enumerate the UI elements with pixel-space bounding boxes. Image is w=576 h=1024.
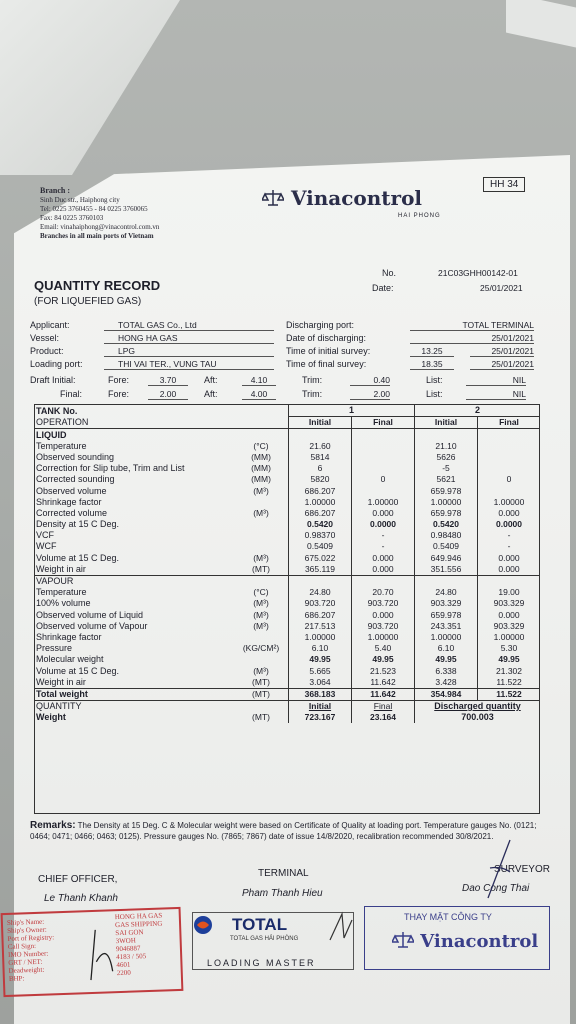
row-value: 0 xyxy=(352,474,415,485)
branch-title: Branch : xyxy=(40,186,70,195)
surveyor-label: SURVEYOR xyxy=(494,864,550,875)
table-row xyxy=(34,519,540,530)
row-label: Corrected volume xyxy=(36,507,108,518)
q-initial-value: 723.167 xyxy=(289,712,352,723)
trim-final: 2.00 xyxy=(350,389,390,400)
row-unit: (MM) xyxy=(251,474,271,485)
doc-subtitle: (FOR LIQUEFIED GAS) xyxy=(34,296,142,307)
vessel-value: HONG HA GAS xyxy=(104,333,274,344)
row-value: 903.329 xyxy=(478,598,541,609)
total-sub: TOTAL GAS HẢI PHÒNG xyxy=(230,936,299,942)
stamp-line: Deadweight: xyxy=(8,965,45,975)
fore-initial: 3.70 xyxy=(148,375,188,386)
table-row xyxy=(34,575,540,587)
row-label: VAPOUR xyxy=(36,576,74,586)
date-label: Date: xyxy=(372,283,394,293)
row-value: 649.946 xyxy=(415,552,478,563)
row-label: Weight in air xyxy=(36,563,86,574)
trim-label: Trim: xyxy=(302,375,323,385)
fore-final: 2.00 xyxy=(148,389,188,400)
row-value xyxy=(478,429,541,441)
row-label: 100% volume xyxy=(36,598,91,609)
row-value xyxy=(478,575,541,587)
row-label: Shrinkage factor xyxy=(36,496,102,507)
branch-line: Branches in all main ports of Vietnam xyxy=(40,232,154,240)
row-value xyxy=(352,485,415,496)
aft-final: 4.00 xyxy=(242,389,276,400)
stamp-line: Ship's Name: xyxy=(6,917,45,927)
table-row xyxy=(34,485,540,496)
row-value: 3.064 xyxy=(289,677,352,689)
row-value: 659.978 xyxy=(415,485,478,496)
row-unit: (M³) xyxy=(253,552,269,563)
branch-line: Fax: 84 0225 3760103 xyxy=(40,214,104,222)
surveyor-signature xyxy=(480,838,520,908)
row-value xyxy=(289,429,352,441)
time-final-date: 25/01/2021 xyxy=(470,359,534,370)
table-row xyxy=(34,587,540,598)
time-final-label: Time of final survey: xyxy=(286,359,367,369)
row-value: 1.00000 xyxy=(415,632,478,643)
table-row xyxy=(34,429,540,441)
q-final-label: Final xyxy=(352,700,415,712)
list-initial: NIL xyxy=(466,375,526,386)
list-final: NIL xyxy=(466,389,526,400)
row-unit xyxy=(234,497,289,508)
row-value: 0.000 xyxy=(352,564,415,576)
product-value: LPG xyxy=(104,346,274,357)
row-label: Volume at 15 C Deg. xyxy=(36,665,120,676)
row-value: 49.95 xyxy=(415,654,478,665)
row-value: 1.00000 xyxy=(352,632,415,643)
row-value: 3.428 xyxy=(415,677,478,689)
row-value: 19.00 xyxy=(478,587,541,598)
row-value: 0 xyxy=(478,474,541,485)
scale-icon xyxy=(392,930,414,950)
row-label: LIQUID xyxy=(36,429,67,440)
doc-code: HH 34 xyxy=(483,177,525,192)
scale-icon xyxy=(262,188,284,208)
row-label: Observed volume of Liquid xyxy=(36,609,144,620)
branch-line: Sinh Duc str., Haiphong city xyxy=(40,196,120,204)
quantity-table xyxy=(34,405,540,723)
terminal-name: Pham Thanh Hieu xyxy=(242,888,323,899)
stamp-value: GAS SHIPPING xyxy=(114,919,163,930)
row-value: 354.984 xyxy=(415,688,478,700)
tank1-initial-header: Initial xyxy=(289,417,352,429)
row-value: 903.720 xyxy=(289,598,352,609)
row-value: 659.978 xyxy=(415,609,478,620)
row-label: Density at 15 C Deg. xyxy=(36,519,120,530)
tank-1: 1 xyxy=(289,405,415,417)
row-value: 0.000 xyxy=(478,508,541,519)
aft-initial: 4.10 xyxy=(242,375,276,386)
aft-label: Aft: xyxy=(204,389,218,399)
row-value: 686.207 xyxy=(289,508,352,519)
row-value: 5820 xyxy=(289,474,352,485)
row-label: VCF xyxy=(36,530,54,541)
disch-value: TOTAL TERMINAL xyxy=(410,320,534,331)
stamp-value: HONG HA GAS xyxy=(114,911,163,922)
row-value: 1.00000 xyxy=(478,632,541,643)
row-value: 11.642 xyxy=(352,688,415,700)
row-value: 659.978 xyxy=(415,508,478,519)
row-value: 0.000 xyxy=(352,609,415,620)
unit-header xyxy=(234,405,289,417)
date-disch-value: 25/01/2021 xyxy=(410,333,534,344)
table-row xyxy=(34,541,540,552)
remarks-label: Remarks: xyxy=(30,820,76,831)
row-label: Weight in air xyxy=(36,676,86,687)
total-logo: TOTAL xyxy=(232,915,288,934)
row-value: 6.10 xyxy=(289,643,352,654)
row-value: 5626 xyxy=(415,452,478,463)
row-unit xyxy=(234,541,289,552)
unit-header xyxy=(234,417,289,429)
fore-label: Fore: xyxy=(108,389,130,399)
row-value: 24.80 xyxy=(415,587,478,598)
tank-label: TANK No. xyxy=(36,405,78,416)
stamp-line: Call Sign: xyxy=(7,941,37,951)
table-row xyxy=(34,609,540,620)
q-initial-label: Initial xyxy=(289,700,352,712)
row-value xyxy=(352,463,415,474)
row-value: 0.000 xyxy=(478,552,541,563)
no-label: No. xyxy=(382,268,397,278)
vn-stamp-top: THAY MẶT CÔNG TY xyxy=(404,912,492,922)
table-row xyxy=(34,665,540,676)
row-unit: (M³) xyxy=(253,507,269,518)
row-value: 5621 xyxy=(415,474,478,485)
row-value: 49.95 xyxy=(289,654,352,665)
row-value: 1.00000 xyxy=(415,497,478,508)
row-value: 1.00000 xyxy=(352,497,415,508)
row-value: -5 xyxy=(415,463,478,474)
row-value: 20.70 xyxy=(352,587,415,598)
stamp-value: 9046887 xyxy=(115,944,141,954)
terminal-signature xyxy=(326,910,356,944)
row-value: 0.5409 xyxy=(289,541,352,552)
row-value: 903.329 xyxy=(415,598,478,609)
row-value: 5.665 xyxy=(289,665,352,676)
row-unit: (M³) xyxy=(253,609,269,620)
table-row xyxy=(34,474,540,485)
row-label: Total weight xyxy=(36,688,88,699)
time-final-time: 18.35 xyxy=(410,359,454,370)
row-unit xyxy=(234,530,289,541)
row-value xyxy=(478,452,541,463)
operation-label: OPERATION xyxy=(36,417,89,428)
stamp-value: 2200 xyxy=(116,968,131,978)
stamp-line: Ship's Owner: xyxy=(7,925,47,935)
row-value: 0.000 xyxy=(478,564,541,576)
row-unit: (MM) xyxy=(251,463,271,474)
background-strip xyxy=(506,0,576,47)
row-value: 21.10 xyxy=(415,441,478,452)
row-value: 5814 xyxy=(289,452,352,463)
table-row xyxy=(34,552,540,563)
row-value: 6 xyxy=(289,463,352,474)
discharged-label: Discharged quantity xyxy=(415,700,541,712)
row-value xyxy=(352,429,415,441)
table-row xyxy=(34,688,540,700)
row-value xyxy=(415,429,478,441)
row-value xyxy=(415,575,478,587)
row-value xyxy=(478,485,541,496)
row-label: Observed sounding xyxy=(36,451,115,462)
row-label: WCF xyxy=(36,541,57,552)
chief-officer-label: CHIEF OFFICER, xyxy=(38,874,118,885)
row-value: 0.5420 xyxy=(289,519,352,530)
row-label: Pressure xyxy=(36,643,73,654)
row-value: 243.351 xyxy=(415,621,478,632)
chief-officer-name: Le Thanh Khanh xyxy=(44,893,118,904)
table-row xyxy=(34,598,540,609)
list-label: List: xyxy=(426,389,443,399)
ship-stamp-values xyxy=(115,912,165,978)
row-value: 1.00000 xyxy=(289,497,352,508)
row-value: 0.0000 xyxy=(478,519,541,530)
background-paper xyxy=(0,0,180,175)
vessel-label: Vessel: xyxy=(30,333,60,343)
row-value: 0.5420 xyxy=(415,519,478,530)
trim-label: Trim: xyxy=(302,389,323,399)
row-value: 217.513 xyxy=(289,621,352,632)
row-value: 365.119 xyxy=(289,564,352,576)
row-unit: (KG/CM²) xyxy=(242,643,280,654)
stamp-line: BHP: xyxy=(8,974,25,983)
table-row xyxy=(34,508,540,519)
row-value: - xyxy=(478,541,541,552)
date-disch-label: Date of discharging: xyxy=(286,333,367,343)
branch-address xyxy=(40,186,159,241)
row-value: 5.40 xyxy=(352,643,415,654)
company-sub: HAI PHONG xyxy=(398,213,441,219)
stamp-line: Port of Registry: xyxy=(7,933,55,943)
stamp-value: 3WOH xyxy=(115,936,136,946)
doc-title: QUANTITY RECORD xyxy=(34,278,161,293)
row-value: 0.000 xyxy=(352,508,415,519)
trim-initial: 0.40 xyxy=(350,375,390,386)
row-value: 1.00000 xyxy=(478,497,541,508)
terminal-label: TERMINAL xyxy=(258,868,309,879)
row-value: 0.000 xyxy=(352,552,415,563)
table-row xyxy=(34,621,540,632)
loading-label: Loading port: xyxy=(30,359,83,369)
row-value: 5.30 xyxy=(478,643,541,654)
row-label: Molecular weight xyxy=(36,654,104,665)
tank1-final-header: Final xyxy=(352,417,415,429)
row-value: 0.000 xyxy=(478,609,541,620)
row-unit: (MT) xyxy=(252,688,270,699)
row-value: 1.00000 xyxy=(289,632,352,643)
weight-label: Weight xyxy=(36,712,66,723)
tank2-final-header: Final xyxy=(478,417,541,429)
row-label: Correction for Slip tube, Trim and List xyxy=(36,463,185,474)
vn-stamp-name: Vinacontrol xyxy=(420,931,539,952)
row-value xyxy=(478,463,541,474)
date-value: 25/01/2021 xyxy=(480,283,523,293)
row-value: 0.0000 xyxy=(352,519,415,530)
row-unit xyxy=(234,654,289,665)
time-initial-time: 13.25 xyxy=(410,346,454,357)
table-row xyxy=(34,677,540,689)
draft-final-label: Final: xyxy=(60,389,83,399)
row-label: Temperature xyxy=(36,440,87,451)
vn-stamp-logo xyxy=(392,930,538,952)
row-unit: (°C) xyxy=(253,587,269,598)
row-label: Temperature xyxy=(36,587,87,598)
row-value: 21.302 xyxy=(478,665,541,676)
stamp-value: 4183 / 505 xyxy=(116,952,147,962)
row-value: 49.95 xyxy=(352,654,415,665)
company-name: Vinacontrol xyxy=(290,186,423,210)
applicant-value: TOTAL GAS Co., Ltd xyxy=(104,320,274,331)
row-unit: (M³) xyxy=(253,598,269,609)
row-unit: (°C) xyxy=(253,440,269,451)
table-row xyxy=(34,643,540,654)
row-value: 21.60 xyxy=(289,441,352,452)
no-value: 21C03GHH00142-01 xyxy=(438,268,518,278)
applicant-label: Applicant: xyxy=(30,320,70,330)
row-unit xyxy=(234,575,289,587)
ship-stamp-labels xyxy=(7,917,56,983)
total-logo-icon xyxy=(192,914,214,936)
table-row xyxy=(34,463,540,474)
row-value: - xyxy=(352,541,415,552)
row-unit: (M³) xyxy=(253,620,269,631)
branch-line: Tel: 0225 3760455 - 84 0225 3760065 xyxy=(40,205,148,213)
row-value xyxy=(352,575,415,587)
row-value: 11.522 xyxy=(478,677,541,689)
row-label: Volume at 15 C Deg. xyxy=(36,552,120,563)
row-value: 0.98480 xyxy=(415,530,478,541)
row-value: 686.207 xyxy=(289,485,352,496)
row-value: - xyxy=(478,530,541,541)
table-row xyxy=(34,452,540,463)
table-row xyxy=(34,497,540,508)
row-value: 351.556 xyxy=(415,564,478,576)
row-label: Shrinkage factor xyxy=(36,631,102,642)
row-value: 675.022 xyxy=(289,552,352,563)
row-unit: (M³) xyxy=(253,665,269,676)
row-value: 903.720 xyxy=(352,598,415,609)
row-value xyxy=(478,441,541,452)
table-row xyxy=(34,530,540,541)
table-row xyxy=(34,654,540,665)
time-initial-label: Time of initial survey: xyxy=(286,346,371,356)
row-value: 6.338 xyxy=(415,665,478,676)
chief-signature xyxy=(81,921,119,982)
q-final-value: 23.164 xyxy=(352,712,415,723)
row-value: 686.207 xyxy=(289,609,352,620)
time-initial-date: 25/01/2021 xyxy=(470,346,534,357)
quantity-label: QUANTITY xyxy=(36,701,82,712)
row-value: 903.720 xyxy=(352,621,415,632)
product-label: Product: xyxy=(30,346,64,356)
row-value: - xyxy=(352,530,415,541)
row-value: 0.98370 xyxy=(289,530,352,541)
loading-master: LOADING MASTER xyxy=(207,958,316,968)
row-value xyxy=(352,452,415,463)
stamp-line: IMO Number: xyxy=(7,949,49,959)
row-value: 0.5409 xyxy=(415,541,478,552)
table-row xyxy=(34,441,540,452)
discharged-value: 700.003 xyxy=(415,712,541,723)
stamp-line: GRT / NET: xyxy=(8,957,43,967)
row-value: 24.80 xyxy=(289,587,352,598)
row-label: Corrected sounding xyxy=(36,474,115,485)
branch-line: Email: vinahaiphong@vinacontrol.com.vn xyxy=(40,223,160,231)
loading-value: THI VAI TER., VUNG TAU xyxy=(104,359,274,370)
row-value: 11.642 xyxy=(352,677,415,689)
row-unit: (M³) xyxy=(253,485,269,496)
remarks xyxy=(30,820,555,842)
row-unit: (MT) xyxy=(252,563,270,574)
list-label: List: xyxy=(426,375,443,385)
company-logo xyxy=(262,186,422,210)
disch-label: Discharging port: xyxy=(286,320,355,330)
row-unit: (MT) xyxy=(252,676,270,687)
row-value: 21.523 xyxy=(352,665,415,676)
ship-stamp xyxy=(1,907,184,997)
row-value: 903.329 xyxy=(478,621,541,632)
tank-2: 2 xyxy=(415,405,541,417)
row-value xyxy=(352,441,415,452)
row-unit xyxy=(234,519,289,530)
tank2-initial-header: Initial xyxy=(415,417,478,429)
row-label: Observed volume xyxy=(36,485,107,496)
weight-unit: (MT) xyxy=(252,712,270,723)
row-unit xyxy=(234,429,289,441)
row-value xyxy=(289,575,352,587)
fore-label: Fore: xyxy=(108,375,130,385)
row-value: 11.522 xyxy=(478,688,541,700)
row-value: 6.10 xyxy=(415,643,478,654)
draft-initial-label: Draft Initial: xyxy=(30,375,76,385)
row-label: Observed volume of Vapour xyxy=(36,620,148,631)
aft-label: Aft: xyxy=(204,375,218,385)
surveyor-name: Dao Cong Thai xyxy=(462,883,530,894)
table-row xyxy=(34,564,540,576)
stamp-value: 4601 xyxy=(116,960,131,970)
row-value: 368.183 xyxy=(289,688,352,700)
table-row xyxy=(34,632,540,643)
row-unit xyxy=(234,632,289,643)
stamp-value: SAI GON xyxy=(115,928,144,938)
remarks-text: The Density at 15 Deg. C & Molecular weight were based on Certificate of Quality at loading port. Temperature gauges No. (0121; 0464; 0471; 0466; 0463; 0125). Pressure gauges No. (7865; 7867) date of issue 14/8/2020, recalibration recommended 30/8/2021. xyxy=(30,821,537,841)
row-unit: (MM) xyxy=(251,451,271,462)
row-value: 49.95 xyxy=(478,654,541,665)
